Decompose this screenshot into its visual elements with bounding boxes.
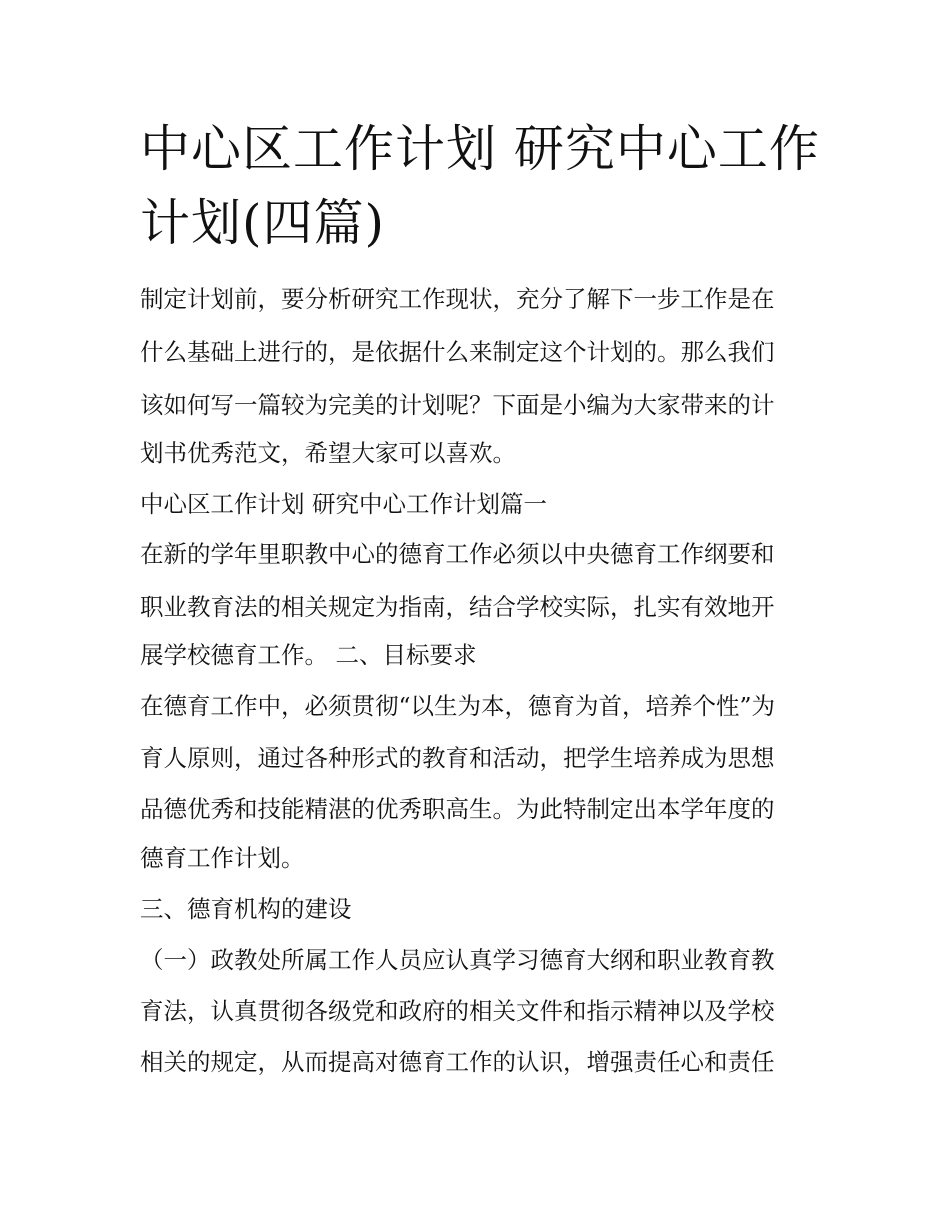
intro-line-4: 划书优秀范文，希望大家可以喜欢。 [140,439,516,467]
paragraph-line-10: 相关的规定，从而提高对德育工作的认识，增强责任心和责任 [140,1048,775,1076]
section-heading-1: 中心区工作计划 研究中心工作计划篇一 [140,490,547,518]
paragraph-line-5: 育人原则，通过各种形式的教育和活动，把学生培养成为思想 [140,744,775,772]
paragraph-line-8: （一）政教处所属工作人员应认真学习德育大纲和职业教育教 [140,946,775,974]
paragraph-line-2: 职业教育法的相关规定为指南，结合学校实际，扎实有效地开 [140,593,775,621]
intro-line-2: 什么基础上进行的，是依据什么来制定这个计划的。那么我们 [140,338,775,366]
title-line-1: 中心区工作计划 研究中心工作 [140,120,820,178]
section-heading-3: 三、德育机构的建设 [140,895,352,923]
paragraph-line-6: 品德优秀和技能精湛的优秀职高生。为此特制定出本学年度的 [140,795,775,823]
paragraph-line-1: 在新的学年里职教中心的德育工作必须以中央德育工作纲要和 [140,540,775,568]
intro-line-3: 该如何写一篇较为完美的计划呢？下面是小编为大家带来的计 [140,391,775,419]
document-title [140,112,820,260]
intro-line-1: 制定计划前，要分析研究工作现状，充分了解下一步工作是在 [140,285,775,313]
paragraph-line-3: 展学校德育工作。 二、目标要求 [140,641,477,669]
paragraph-line-9: 育法，认真贯彻各级党和政府的相关文件和指示精神以及学校 [140,997,775,1025]
paragraph-line-7: 德育工作计划。 [140,844,305,872]
title-line-2: 计划(四篇) [140,194,386,252]
paragraph-line-4: 在德育工作中，必须贯彻“以生为本，德育为首，培养个性”为 [140,692,776,720]
